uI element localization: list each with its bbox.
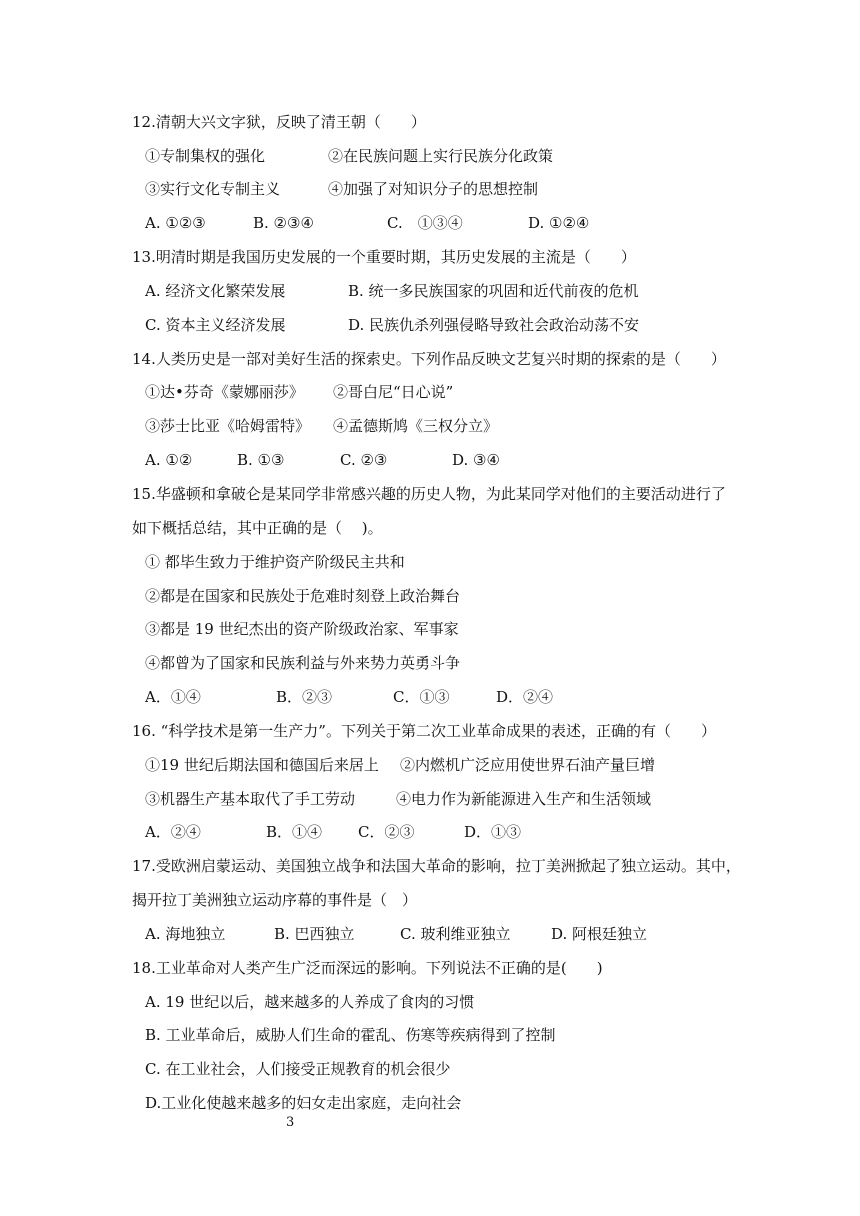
q16-option-b: B．①④: [266, 823, 323, 841]
question-17-stem-line-1: 17.受欧洲启蒙运动、美国独立战争和法国大革命的影响，拉丁美洲掀起了独立运动。其中，: [132, 857, 741, 875]
question-13-stem: 13.明清时期是我国历史发展的一个重要时期，其历史发展的主流是（ ）: [132, 248, 636, 266]
q15-item-3: ③都是 19 世纪杰出的资产阶级政治家、军事家: [145, 620, 459, 638]
q13-option-a: A. 经济文化繁荣发展: [145, 282, 286, 300]
q18-option-a: A. 19 世纪以后，越来越多的人养成了食肉的习惯: [145, 993, 475, 1011]
q15-option-b: B．②③: [276, 688, 333, 706]
q12-item-3: ③实行文化专制主义: [145, 180, 281, 198]
question-16-stem: 16. “科学技术是第一生产力”。下列关于第二次工业革命成果的表述，正确的有（ ）: [132, 722, 716, 740]
question-15-stem-line-1: 15.华盛顿和拿破仑是某同学非常感兴趣的历史人物，为此某同学对他们的主要活动进行了: [132, 485, 726, 503]
q18-option-c: C. 在工业社会，人们接受正规教育的机会很少: [145, 1060, 451, 1078]
q12-item-4: ④加强了对知识分子的思想控制: [328, 180, 539, 198]
q12-option-a: A. ①②③: [145, 214, 206, 232]
q16-item-3: ③机器生产基本取代了手工劳动: [145, 790, 356, 808]
q17-option-a: A. 海地独立: [145, 925, 226, 943]
q15-item-1: ① 都毕生致力于维护资产阶级民主共和: [145, 553, 405, 571]
q15-option-c: C．①③: [393, 688, 450, 706]
q16-item-4: ④电力作为新能源进入生产和生活领域: [396, 790, 652, 808]
q14-option-b: B. ①③: [237, 451, 285, 469]
q16-item-2: ②内燃机广泛应用使世界石油产量巨增: [400, 756, 656, 774]
q16-option-d: D．①③: [464, 823, 522, 841]
q16-item-1: ①19 世纪后期法国和德国后来居上: [145, 756, 379, 774]
q12-item-1: ①专制集权的强化: [145, 147, 266, 165]
q14-item-4: ④孟德斯鸠《三权分立》: [333, 417, 499, 435]
q18-option-b: B. 工业革命后，威胁人们生命的霍乱、伤寒等疾病得到了控制: [145, 1026, 556, 1044]
q13-option-b: B. 统一多民族国家的巩固和近代前夜的危机: [348, 282, 639, 300]
q18-option-d: D.工业化使越来越多的妇女走出家庭，走向社会: [145, 1094, 462, 1112]
q14-item-3: ③莎士比亚《哈姆雷特》: [145, 417, 311, 435]
question-14-stem: 14.人类历史是一部对美好生活的探索史。下列作品反映文艺复兴时期的探索的是（ ）: [132, 350, 726, 368]
q14-item-2: ②哥白尼“日心说”: [333, 383, 454, 401]
q15-item-2: ②都是在国家和民族处于危难时刻登上政治舞台: [145, 587, 461, 605]
q15-item-4: ④都曾为了国家和民族利益与外来势力英勇斗争: [145, 654, 461, 672]
q14-option-c: C. ②③: [340, 451, 388, 469]
q17-option-c: C. 玻利维亚独立: [400, 925, 511, 943]
q16-option-a: A．②④: [145, 823, 201, 841]
q17-option-b: B. 巴西独立: [274, 925, 355, 943]
q14-option-a: A. ①②: [145, 451, 193, 469]
q14-item-1: ①达•芬奇《蒙娜丽莎》: [145, 383, 304, 401]
q12-item-2: ②在民族问题上实行民族分化政策: [328, 147, 554, 165]
q13-option-d: D. 民族仇杀列强侵略导致社会政治动荡不安: [348, 316, 640, 334]
question-18-stem: 18.工业革命对人类产生广泛而深远的影响。下列说法不正确的是( ): [132, 959, 603, 977]
q14-option-d: D. ③④: [452, 451, 500, 469]
question-12-stem: 12.清朝大兴文字狱，反映了清王朝（ ）: [132, 113, 426, 131]
q16-option-c: C．②③: [358, 823, 415, 841]
q12-option-b: B. ②③④: [253, 214, 314, 232]
q15-option-a: A．①④: [145, 688, 201, 706]
question-17-stem-line-2: 揭开拉丁美洲独立运动序幕的事件是（ ）: [132, 891, 418, 909]
q13-option-c: C. 资本主义经济发展: [145, 316, 286, 334]
q12-option-d: D. ①②④: [528, 214, 590, 232]
q15-option-d: D．②④: [496, 688, 554, 706]
q17-option-d: D. 阿根廷独立: [551, 925, 648, 943]
question-15-stem-line-2: 如下概括总结，其中正确的是（ )。: [132, 519, 383, 537]
q12-option-c: C. ①③④: [387, 214, 463, 232]
page-number: 3: [286, 1115, 295, 1130]
